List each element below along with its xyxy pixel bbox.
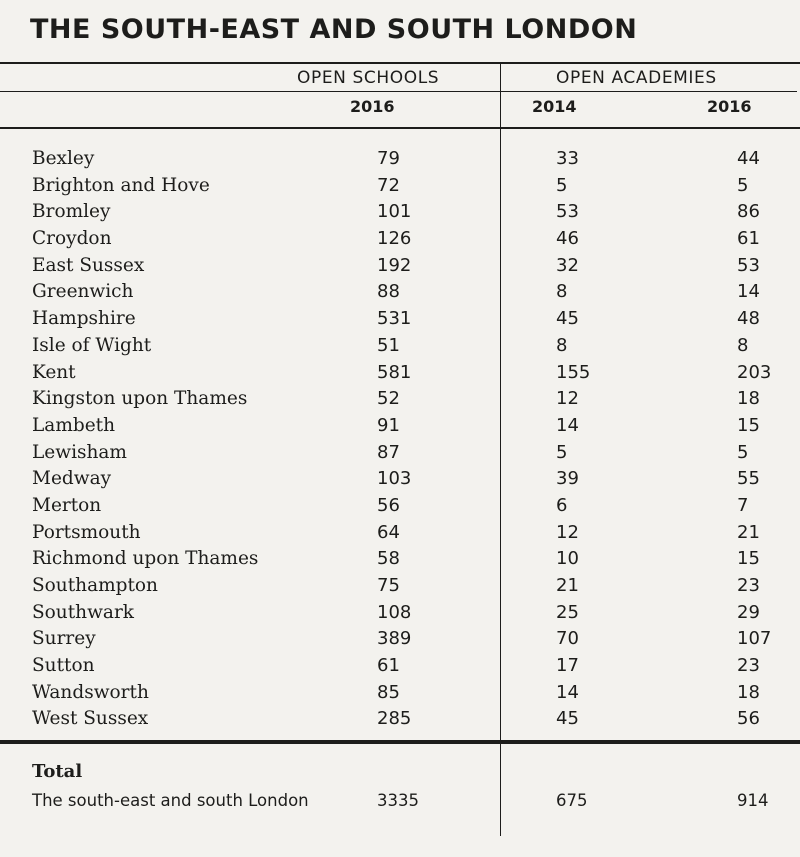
row-academies-2014: 155 xyxy=(556,361,591,383)
table-row xyxy=(0,226,800,253)
table-row xyxy=(0,493,800,520)
row-academies-2014: 53 xyxy=(556,201,579,223)
row-name: West Sussex xyxy=(32,708,149,730)
header-academies-year-1: 2014 xyxy=(532,97,577,116)
row-academies-2014: 10 xyxy=(556,548,579,570)
row-schools-2016: 72 xyxy=(377,174,400,196)
row-schools-2016: 531 xyxy=(377,308,412,330)
row-schools-2016: 126 xyxy=(377,228,412,250)
row-academies-2014: 25 xyxy=(556,601,579,623)
table-row xyxy=(0,306,800,333)
row-academies-2016: 53 xyxy=(737,254,760,276)
row-academies-2016: 18 xyxy=(737,681,760,703)
row-academies-2014: 12 xyxy=(556,388,579,410)
row-schools-2016: 64 xyxy=(377,521,400,543)
header-schools-year: 2016 xyxy=(350,97,395,116)
table-row xyxy=(0,279,800,306)
row-academies-2016: 48 xyxy=(737,308,760,330)
row-schools-2016: 52 xyxy=(377,388,400,410)
row-academies-2014: 8 xyxy=(556,334,568,356)
row-academies-2014: 32 xyxy=(556,254,579,276)
table-row xyxy=(0,333,800,360)
total-name: The south-east and south London xyxy=(32,791,309,810)
row-academies-2016: 7 xyxy=(737,494,749,516)
row-schools-2016: 91 xyxy=(377,414,400,436)
row-academies-2014: 33 xyxy=(556,148,579,169)
row-name: Southwark xyxy=(32,601,134,623)
table-row xyxy=(0,573,800,600)
header-divider xyxy=(0,91,797,92)
row-academies-2016: 86 xyxy=(737,201,760,223)
row-academies-2014: 14 xyxy=(556,414,579,436)
row-schools-2016: 58 xyxy=(377,548,400,570)
row-name: Croydon xyxy=(32,228,112,250)
row-academies-2014: 5 xyxy=(556,441,568,463)
row-academies-2016: 14 xyxy=(737,281,760,303)
row-academies-2014: 6 xyxy=(556,494,568,516)
table-body xyxy=(0,146,800,733)
row-academies-2016: 15 xyxy=(737,414,760,436)
row-name: Richmond upon Thames xyxy=(32,548,259,570)
row-schools-2016: 79 xyxy=(377,148,400,169)
total-schools-2016: 3335 xyxy=(377,791,419,810)
row-name: Lewisham xyxy=(32,441,127,463)
header-academies-year-2: 2016 xyxy=(707,97,752,116)
row-academies-2014: 5 xyxy=(556,174,568,196)
header-bottom-rule xyxy=(0,127,800,129)
row-name: Merton xyxy=(32,494,102,516)
table-row xyxy=(0,386,800,413)
row-academies-2014: 46 xyxy=(556,228,579,250)
row-name: Brighton and Hove xyxy=(32,174,210,196)
row-schools-2016: 101 xyxy=(377,201,412,223)
row-academies-2014: 45 xyxy=(556,708,579,730)
row-name: Sutton xyxy=(32,655,95,677)
row-academies-2016: 23 xyxy=(737,655,760,677)
row-name: Hampshire xyxy=(32,308,136,330)
row-name: Kent xyxy=(32,361,76,383)
row-name: Isle of Wight xyxy=(32,334,152,356)
row-academies-2014: 8 xyxy=(556,281,568,303)
row-schools-2016: 389 xyxy=(377,628,412,650)
row-academies-2014: 39 xyxy=(556,468,579,490)
row-academies-2016: 18 xyxy=(737,388,760,410)
table-row xyxy=(0,680,800,707)
row-schools-2016: 581 xyxy=(377,361,412,383)
row-academies-2014: 70 xyxy=(556,628,579,650)
table-row xyxy=(0,466,800,493)
row-name: Greenwich xyxy=(32,281,134,303)
row-academies-2016: 61 xyxy=(737,228,760,250)
row-schools-2016: 56 xyxy=(377,494,400,516)
header-open-schools: OPEN SCHOOLS xyxy=(297,68,440,88)
row-name: Surrey xyxy=(32,628,96,650)
row-schools-2016: 108 xyxy=(377,601,412,623)
row-academies-2016: 55 xyxy=(737,468,760,490)
row-name: East Sussex xyxy=(32,254,145,276)
total-academies-2016: 914 xyxy=(737,791,769,810)
row-academies-2016: 44 xyxy=(737,148,760,169)
total-label: Total xyxy=(32,761,83,782)
row-academies-2016: 56 xyxy=(737,708,760,730)
row-academies-2016: 29 xyxy=(737,601,760,623)
row-academies-2014: 14 xyxy=(556,681,579,703)
row-schools-2016: 103 xyxy=(377,468,412,490)
row-academies-2014: 17 xyxy=(556,655,579,677)
row-schools-2016: 51 xyxy=(377,334,400,356)
table-row xyxy=(0,546,800,573)
row-schools-2016: 192 xyxy=(377,254,412,276)
table-row xyxy=(0,440,800,467)
header-open-academies: OPEN ACADEMIES xyxy=(556,68,717,88)
table-row xyxy=(0,146,800,173)
row-name: Bromley xyxy=(32,201,111,223)
row-academies-2016: 8 xyxy=(737,334,749,356)
row-name: Southampton xyxy=(32,575,158,596)
row-name: Portsmouth xyxy=(32,521,141,543)
row-schools-2016: 285 xyxy=(377,708,412,730)
row-academies-2016: 21 xyxy=(737,521,760,543)
row-schools-2016: 88 xyxy=(377,281,400,303)
row-schools-2016: 85 xyxy=(377,681,400,703)
row-academies-2016: 203 xyxy=(737,361,772,383)
row-academies-2016: 5 xyxy=(737,174,749,196)
row-name: Bexley xyxy=(32,148,95,169)
row-academies-2016: 107 xyxy=(737,628,772,650)
table-row xyxy=(0,253,800,280)
row-academies-2014: 21 xyxy=(556,575,579,596)
row-academies-2014: 12 xyxy=(556,521,579,543)
table-row xyxy=(0,173,800,200)
row-academies-2016: 23 xyxy=(737,575,760,596)
table-row xyxy=(0,199,800,226)
row-schools-2016: 87 xyxy=(377,441,400,463)
table-row xyxy=(0,706,800,733)
row-name: Kingston upon Thames xyxy=(32,388,248,410)
row-academies-2016: 15 xyxy=(737,548,760,570)
total-divider xyxy=(0,740,800,744)
row-schools-2016: 61 xyxy=(377,655,400,677)
table-title: THE SOUTH-EAST AND SOUTH LONDON xyxy=(30,14,638,45)
table-row xyxy=(0,600,800,627)
top-rule xyxy=(0,62,800,64)
row-name: Lambeth xyxy=(32,414,115,436)
total-academies-2014: 675 xyxy=(556,791,588,810)
table-row xyxy=(0,520,800,547)
table-row xyxy=(0,413,800,440)
row-academies-2014: 45 xyxy=(556,308,579,330)
total-row xyxy=(0,788,800,814)
row-name: Medway xyxy=(32,468,112,490)
table-row xyxy=(0,360,800,387)
row-schools-2016: 75 xyxy=(377,575,400,596)
table-row xyxy=(0,626,800,653)
row-name: Wandsworth xyxy=(32,681,149,703)
row-academies-2016: 5 xyxy=(737,441,749,463)
table-row xyxy=(0,653,800,680)
